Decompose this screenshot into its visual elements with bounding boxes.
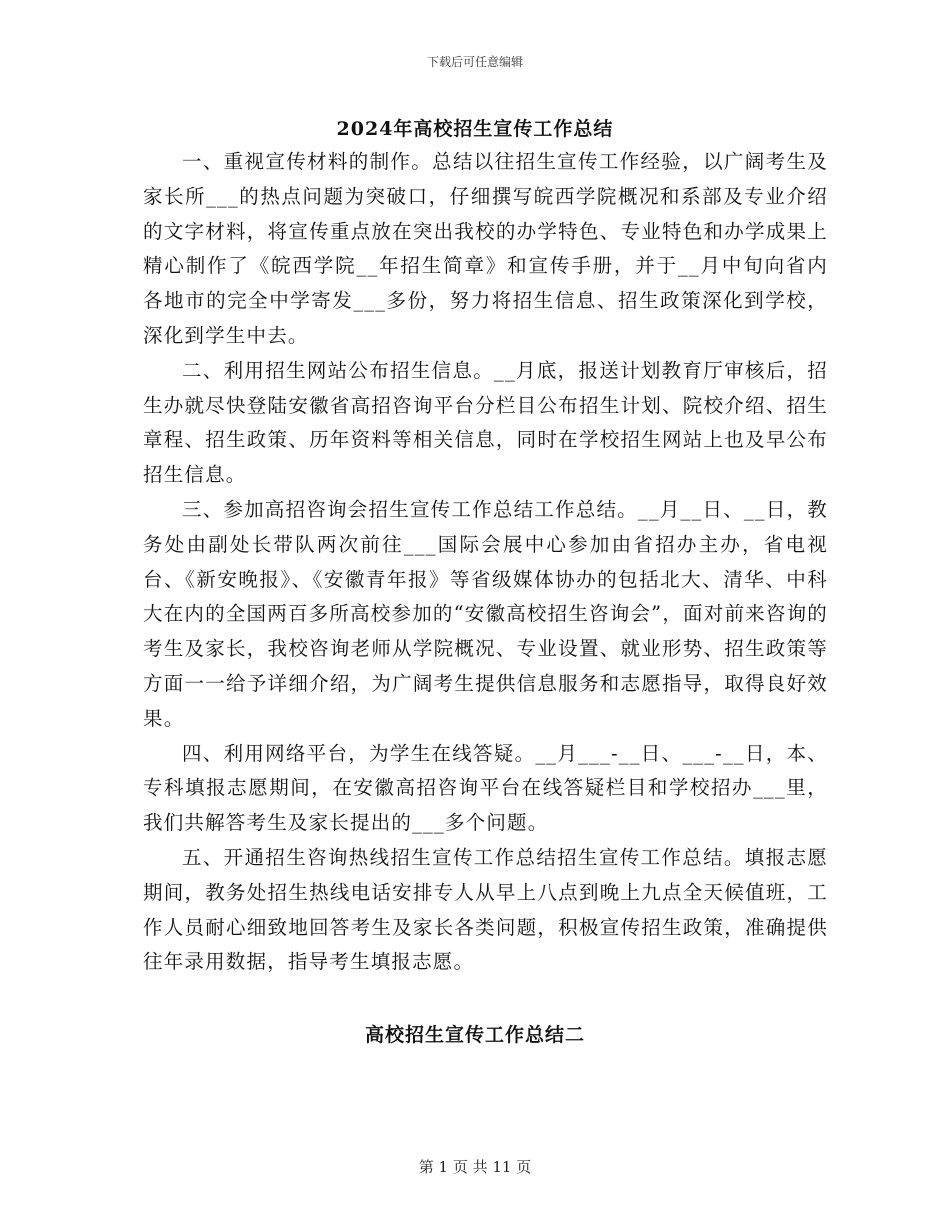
paragraph-1: 一、重视宣传材料的制作。总结以往招生宣传工作经验，以广阔考生及家长所___的热点问题为突破口，仔细撰写皖西学院概况和系部及专业介绍的文字材料，将宣传重点放在突出我校的办学特色、专业特色和办学成果上精心制作了《皖西学院__年招生简章》和宣传手册，并于__月中旬向省内各地市的完全中学寄发___多份，努力将招生信息、招生政策深化到学校，深化到学生中去。 [143,150,828,347]
paragraph-2: 二、利用招生网站公布招生信息。__月底，报送计划教育厅审核后，招生办就尽快登陆安徽省高招咨询平台分栏目公布招生计划、院校介绍、招生章程、招生政策、历年资料等相关信息，同时在学校招生网站上也及早公布招生信息。 [143,358,828,487]
document-title: 2024年高校招生宣传工作总结 [336,118,614,140]
paragraph-5: 五、开通招生咨询热线招生宣传工作总结招生宣传工作总结。填报志愿期间，教务处招生热线电话安排专人从早上八点到晚上九点全天候值班，工作人员耐心细致地回答考生及家长各类问题，积极宣传招生政策，准确提供往年录用数据，指导考生填报志愿。 [143,845,828,974]
paragraph-4: 四、利用网络平台，为学生在线答疑。__月___-__日、___-__日，本、专科填报志愿期间，在安徽高招咨询平台在线答疑栏目和学校招办___里，我们共解答考生及家长提出的___多个问题。 [143,741,828,835]
page-number-footer: 第 1 页 共 11 页 [418,1158,532,1176]
section-subtitle: 高校招生宣传工作总结二 [364,1024,585,1046]
paragraph-3: 三、参加高招咨询会招生宣传工作总结工作总结。__月__日、__日，教务处由副处长带队两次前往___国际会展中心参加由省招办主办，省电视台、《新安晚报》、《安徽青年报》等省级媒体协办的包括北大、清华、中科大在内的全国两百多所高校参加的“安徽高校招生咨询会”，面对前来咨询的考生及家长，我校咨询老师从学院概况、专业设置、就业形势、招生政策等方面一一给予详细介绍，为广阔考生提供信息服务和志愿指导，取得良好效果。 [143,497,828,730]
header-note: 下载后可任意编辑 [426,55,523,69]
document-body [143,145,828,980]
